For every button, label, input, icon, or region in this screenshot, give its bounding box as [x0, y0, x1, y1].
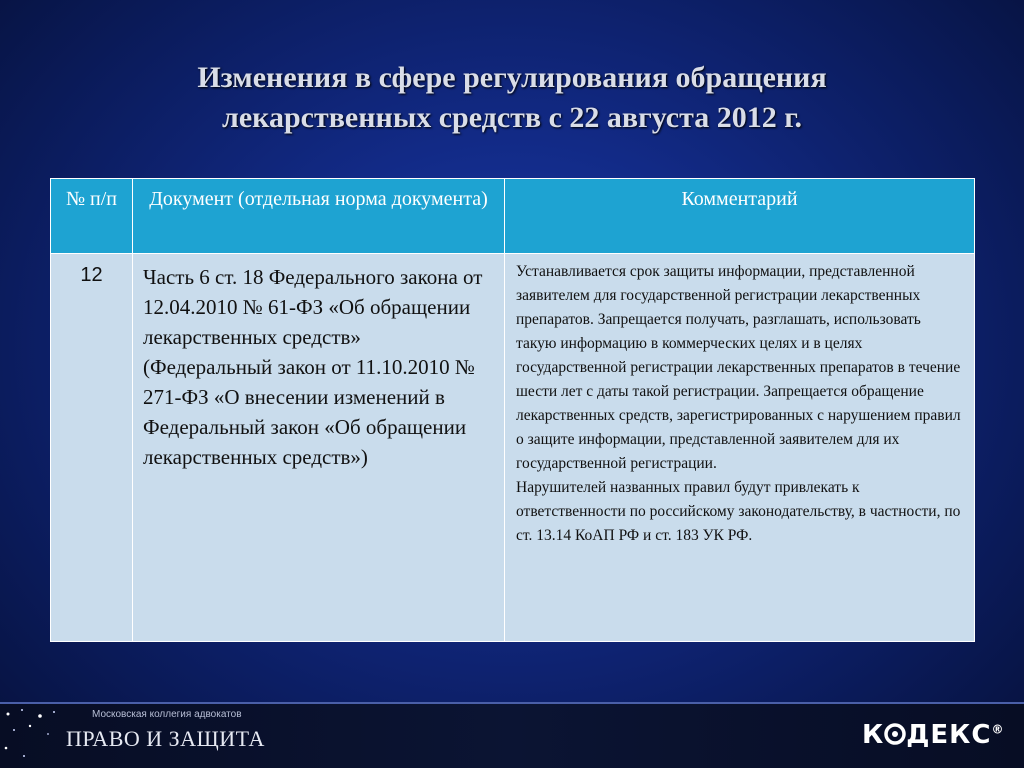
footer-bar	[0, 704, 1024, 768]
kodeks-logo-o-icon	[884, 723, 906, 745]
comment-paragraph-1: Устанавливается срок защиты информации, представленной заявителем для государственной регистрации лекарственных препаратов. Запрещается получать, разглашать, использовать такую информацию в коммерческих целях и в целях государственной регистрации лекарственных препаратов в течение шести лет с даты такой регистрации. Запрещается обращение лекарственных средств, зарегистрированных с нарушением правил о защите информации, представленной заявителем для их государственной регистрации.	[516, 263, 961, 472]
table-header-row	[51, 179, 975, 254]
stars-decoration-icon	[0, 704, 70, 768]
row-comment	[505, 254, 975, 642]
row-number: 12	[51, 254, 133, 642]
kodeks-logo	[862, 720, 1005, 750]
kodeks-logo-rest: ДЕКС	[906, 720, 992, 750]
kodeks-logo-k: К	[862, 720, 885, 750]
slide-title	[62, 58, 962, 138]
footer-org-subtitle: Московская коллегия адвокатов	[92, 709, 242, 720]
header-num: № п/п	[51, 179, 133, 254]
row-document: Часть 6 ст. 18 Федерального закона от 12.04.2010 № 61-ФЗ «Об обращении лекарственных средств» (Федеральный закон от 11.10.2010 № 271-ФЗ «О внесении изменений в Федеральный закон «Об обращении лекарственных средств»)	[133, 254, 505, 642]
header-document: Документ (отдельная норма документа)	[133, 179, 505, 254]
slide-title-line-2: лекарственных средств с 22 августа 2012 г.	[222, 101, 802, 134]
footer-org-name: ПРАВО И ЗАЩИТА	[66, 726, 265, 751]
regulation-table	[50, 178, 975, 642]
kodeks-registered-mark: ®	[991, 722, 1005, 737]
comment-paragraph-2: Нарушителей названных правил будут привлекать к ответственности по российскому законодательству, в частности, по ст. 13.14 КоАП РФ и ст. 183 УК РФ.	[516, 479, 961, 544]
table-row	[51, 254, 975, 642]
header-comment: Комментарий	[505, 179, 975, 254]
slide-title-line-1: Изменения в сфере регулирования обращения	[197, 61, 827, 94]
